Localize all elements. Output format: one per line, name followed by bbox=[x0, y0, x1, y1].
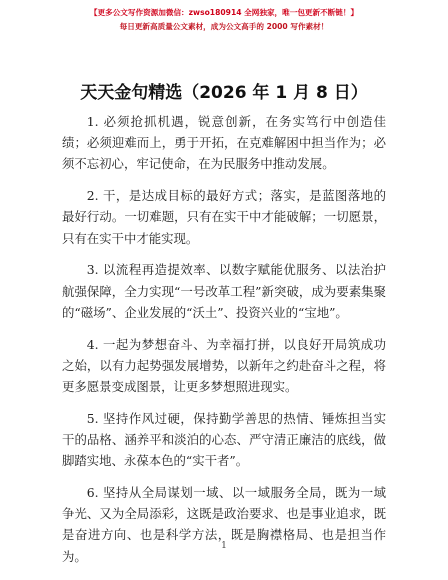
document-title: 天天金句精选（2026 年 1 月 8 日） bbox=[80, 83, 368, 103]
paragraph-2: 2. 干，是达成目标的最好方式；落实，是蓝图落地的最好行动。一切难题，只有在实干中才能破解；一切愿景，只有在实干中才能实现。 bbox=[62, 188, 386, 246]
promo-line-2: 每日更新高质量公文素材，成为公文高手的 2000 写作素材！ bbox=[119, 22, 329, 31]
paragraph-3: 3. 以流程再造提效率、以数字赋能优服务、以法治护航强保障，全力实现“一号改革工程”新突破，成为要素集聚的“磁场”、企业发展的“沃土”、投资兴业的“宝地”。 bbox=[62, 262, 386, 320]
paragraph-6: 6. 坚持从全局谋划一域、以一域服务全局，既为一域争光、又为全局添彩，这既是政治要求、也是事业追求，既是奋进方向、也是科学方法，既是胸襟格局、也是担当作为。 bbox=[62, 485, 386, 564]
promo-banner bbox=[0, 6, 448, 34]
paragraph-1: 1. 必须抢抓机遇，锐意创新，在务实笃行中创造佳绩；必须迎难而上，勇于开拓，在克难解困中担当作为；必须不忘初心，牢记使命，在为民服务中推动发展。 bbox=[62, 114, 386, 172]
page-number: 1 bbox=[221, 541, 227, 551]
document-body bbox=[62, 111, 386, 577]
paragraph-4: 4. 一起为梦想奋斗、为幸福打拼，以良好开局筑成功之始，以有力起势强发展增势，以新年之约赴奋斗之程，将更多愿景变成图景，让更多梦想照进现实。 bbox=[62, 336, 386, 395]
promo-line-1: 【更多公文写作资源加微信：zwso180914 全网独家，唯一包更新不断链！】 bbox=[89, 8, 359, 17]
paragraph-5: 5. 坚持作风过硬，保持勤学善思的热情、锤炼担当实干的品格、涵养平和淡泊的心态、严守清正廉洁的底线，做脚踏实地、永葆本色的“实干者”。 bbox=[62, 410, 386, 469]
